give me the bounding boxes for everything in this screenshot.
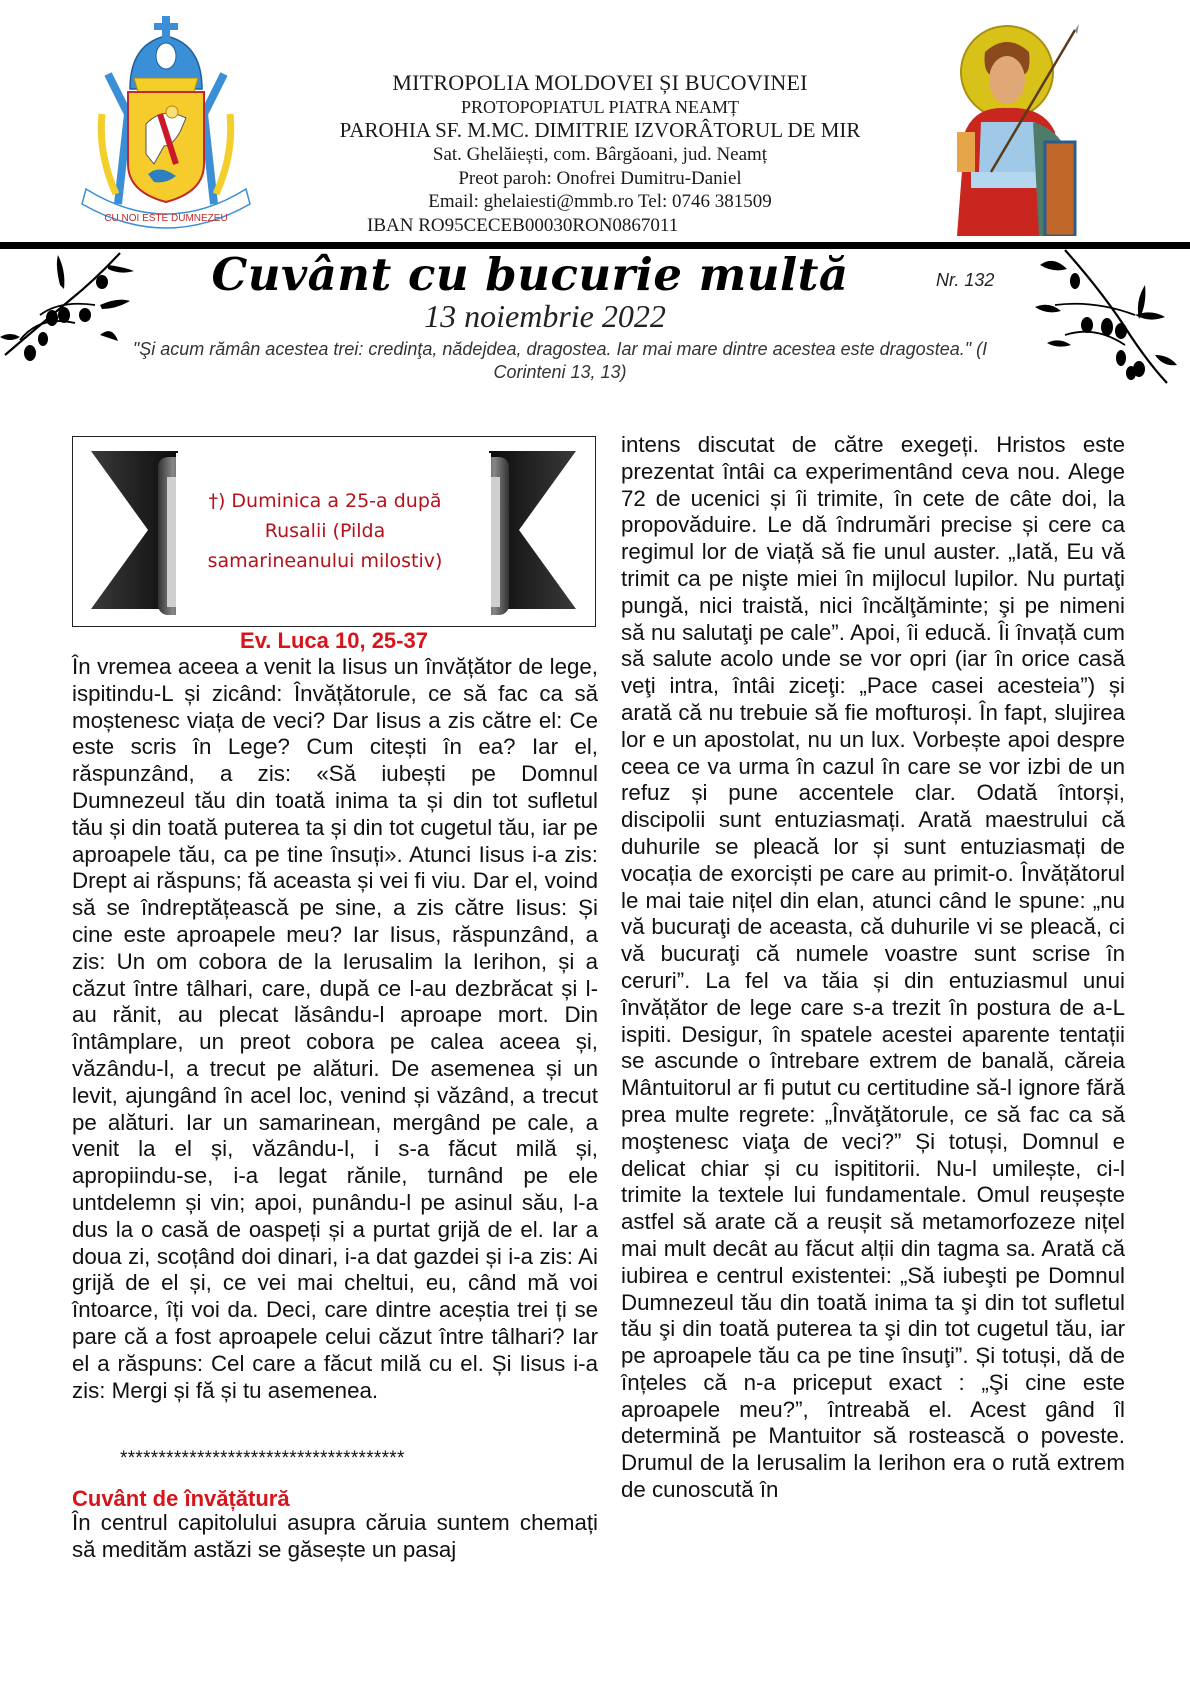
olive-branch-right-icon	[1035, 245, 1180, 385]
banner-line-1: †) Duminica a 25-a după	[208, 490, 442, 512]
parish-header	[300, 70, 900, 237]
logo-motto: CU NOI ESTE DUMNEZEU	[104, 213, 228, 224]
sermon-text-left-column	[72, 1510, 598, 1564]
newsletter-title: Cuvânt cu bucurie multă	[211, 248, 849, 301]
deanery-name: PROTOPOPIATUL PIATRA NEAMȚ	[460, 97, 740, 117]
section-separator: *************************************	[120, 1448, 405, 1469]
sermon-paragraph-start: În centrul capitolului asupra căruia suntem chemați să medităm astăzi se găsește un pasaj	[72, 1510, 598, 1562]
sermon-heading: Cuvânt de învățătură	[72, 1486, 290, 1511]
metropolis-name: MITROPOLIA MOLDOVEI ȘI BUCOVINEI	[392, 70, 808, 95]
parish-iban: IBAN RO95CECEB00030RON0867011	[367, 214, 679, 236]
saint-demetrius-icon	[935, 22, 1085, 236]
olive-branch-left-icon	[0, 245, 140, 365]
gospel-text	[72, 654, 598, 1404]
parish-contact: Email: ghelaiesti@mmb.ro Tel: 0746 381509	[428, 191, 772, 212]
issue-date: 13 noiembrie 2022	[424, 298, 666, 334]
banner-line-2: Rusalii (Pilda	[264, 520, 386, 542]
sunday-banner-text	[175, 486, 475, 576]
parish-priest: Preot paroh: Onofrei Dumitru-Daniel	[458, 167, 742, 189]
gospel-reference: Ev. Luca 10, 25-37	[240, 628, 428, 653]
parish-address: Sat. Ghelăiești, com. Bârgăoani, jud. Neamț	[432, 144, 768, 165]
metropolis-coat-of-arms-logo	[68, 14, 264, 232]
gospel-paragraph: În vremea aceea a venit la Iisus un învățător de lege, ispitindu-L și zicând: Învățătorule, ce să fac ca să moștenesc viața de veci? Dar Iisus a zis către el: Ce este scris în Lege? Cum citești în ea? Iar el, răspunzând, a zis: «Să iubești pe Domnul Dumnezeul tău din toată inima ta și din tot sufletul tău și din toată puterea ta și din tot cugetul tău, iar pe aproapele tău, ca pe tine însuți». Atunci Iisus i-a zis: Drept ai răspuns; fă aceasta și vei fi viu. Dar el, voind să se îndreptățească pe sine, a zis către Iisus: Și cine este aproapele meu? Iar Iisus, răspunzând, a zis: Un om cobora de la Ierusalim la Ierihon, și a căzut între tâlhari, care, după ce l-au dezbrăcat și l-au rănit, au plecat lăsându-l aproape mort. Din întâmplare, un preot cobora pe calea aceea și, văzându-l, a trecut pe alături. De asemenea și un levit, ajungând în acel loc, venind și văzând, a trecut pe alături. Iar un samarinean, mergând pe cale, a venit la el și, văzându-l, i s-a făcut milă și, apropiindu-se, i-a legat rănile, turnând pe ele untdelemn și vin; apoi, punându-l pe asinul său, l-a dus la o casă de oaspeți și a purtat grijă de el. Iar a doua zi, scoțând doi dinari, i-a dat gazdei și i-a zis: Ai grijă de el și, ce vei mai cheltui, eu, când mă voi întoarce, îți voi da. Deci, care dintre aceștia trei ți se pare că a fost aproapele celui căzut între tâlhari? Iar el a răspuns: Cel care a făcut milă cu el. Și Iisus i-a zis: Mergi și fă și tu asemenea.	[72, 654, 598, 1403]
sermon-paragraph-continued: intens discutat de către exegeți. Hristos este prezentat întâi ca experimentând ceva nou. Alege 72 de ucenici și îi trimite, în cete de câte doi, la propovăduire. Le dă îndrumări precise și cere ca regimul lor de viață să fie unul auster. „Iată, Eu vă trimit ca pe nişte miei în mijlocul lupilor. Nu purtaţi pungă, nici traistă, nici încălţăminte; şi pe nimeni să nu salutaţi pe cale”. Apoi, îi educă. Îi învață cum să salute acolo unde se vor opri (iar în orice casă veţi intra, întâi ziceţi: „Pace casei acesteia”) și arată că nu trebuie să fie mofturoși. În fapt, slujirea lor e un apostolat, nu un lux. Vorbește apoi despre ceea ce va urma în cazul în care se vor izbi de un refuz și pune accentele clar. Odată întorși, discipolii sunt entuziasmați. Arată maestrului că duhurile se pleacă lor și sunt entuziasmați de vocația de exorciști pe care au primit-o. Învățătorul le mai taie nițel din elan, atunci când le spune: „nu vă bucuraţi de aceasta, că duhurile vi se pleacă, ci vă bucuraţi că numele voastre sunt scrise în ceruri”. La fel va tăia și din entuziasmul unui învățător de lege care s-a trezit în postura de a-L ispiti. Desigur, în spatele acestei aparente tentații se ascunde o întrebare extrem de banală, căreia Mântuitorul ar fi putut cu certitudine să-l ignore fără prea multe regrete: „Învăţătorule, ce să fac ca să moştenesc viaţa de veci?” Și totuși, Domnul e delicat chiar și cu ispititorii. Nu-l umilește, ci-l trimite la textele lui fundamentale. Omul reușește astfel să arate că a reușit să metamorfozeze nițel mai mult decât au făcut alții din tagma sa. Arată că iubirea e centrul existentei: „Să iubeşti pe Domnul Dumnezeul tău din toată inima ta şi din tot sufletul tău şi din toată puterea ta şi din tot cugetul tău, iar pe aproapele tău ca pe tine însuţi”. Și totuși, dă de înțeles că n-a priceput exact : „Şi cine este aproapele meu?”, întreabă el. Acest gând îl determină pe Mantuitor să rostească o poveste. Drumul de la Ierusalim la Ierihon era o rută extrem de cunoscută în	[621, 432, 1125, 1503]
sermon-text-right-column	[621, 432, 1125, 1504]
parish-name: PAROHIA SF. M.MC. DIMITRIE IZVORÂTORUL DE MIR	[339, 118, 861, 142]
scripture-motto: "Şi acum rămân acestea trei: credinţa, nădejdea, dragostea. Iar mai mare dintre acestea este dragostea." (I Corinteni 13, 13)	[132, 339, 988, 382]
banner-line-3: samarineanului milostiv)	[207, 550, 443, 572]
issue-number: Nr. 132	[936, 270, 995, 290]
